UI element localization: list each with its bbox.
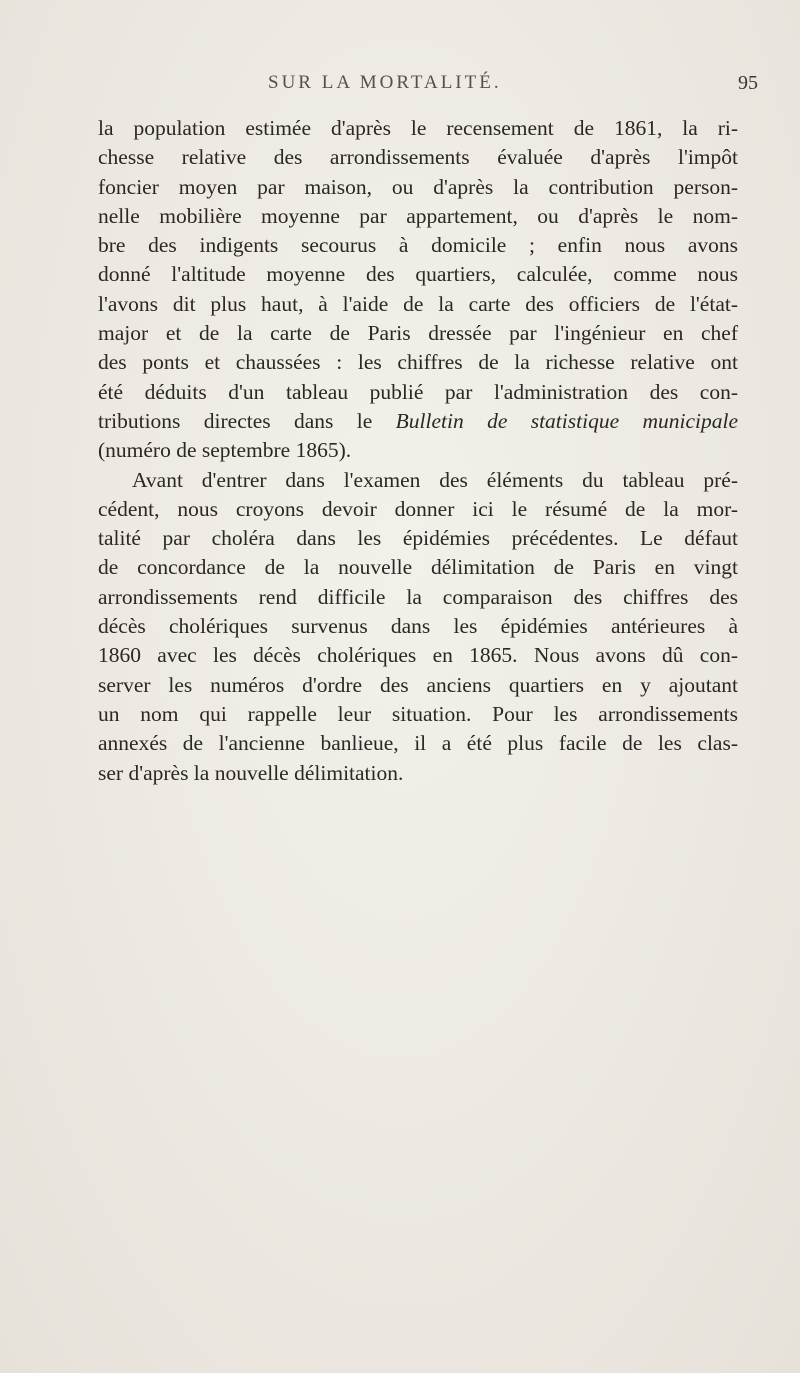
text-line: foncier moyen par maison, ou d'après la contribution person- — [98, 174, 738, 199]
text-line-with-italic — [98, 407, 738, 436]
text-line: un nom qui rappelle leur situation. Pour les arrondissements — [98, 701, 738, 726]
page-number: 95 — [738, 72, 758, 94]
text-line: server les numéros d'ordre des anciens quartiers en y ajoutant — [98, 672, 738, 697]
text-line: nelle mobilière moyenne par appartement, ou d'après le nom- — [98, 203, 738, 228]
text-line: la population estimée d'après le recensement de 1861, la ri- — [98, 116, 738, 140]
paragraph-2 — [98, 466, 738, 788]
text-line: talité par choléra dans les épidémies précédentes. Le défaut — [98, 526, 738, 551]
text-run: tributions directes dans le — [98, 408, 396, 433]
paragraph-1 — [98, 114, 738, 466]
text-line: cédent, nous croyons devoir donner ici le résumé de la mor- — [98, 496, 738, 521]
text-line: Avant d'entrer dans l'examen des éléments du tableau pré- — [132, 467, 738, 492]
text-line: donné l'altitude moyenne des quartiers, calculée, comme nous — [98, 262, 738, 287]
text-line: été déduits d'un tableau publié par l'administration des con- — [98, 379, 738, 404]
italic-title: Bulletin de statistique municipale — [395, 408, 738, 433]
text-line: chesse relative des arrondissements évaluée d'après l'impôt — [98, 145, 738, 170]
text-line: des ponts et chaussées : les chiffres de la richesse relative ont — [98, 350, 738, 375]
text-line: (numéro de septembre 1865). — [98, 438, 352, 463]
text-line: décès cholériques survenus dans les épidémies antérieures à — [98, 614, 738, 639]
running-head — [0, 72, 800, 102]
running-title: SUR LA MORTALITÉ. — [268, 72, 502, 93]
text-line: arrondissements rend difficile la comparaison des chiffres des — [98, 584, 738, 609]
text-line: de concordance de la nouvelle délimitation de Paris en vingt — [98, 555, 738, 580]
text-line: 1860 avec les décès cholériques en 1865. Nous avons dû con- — [98, 643, 738, 668]
text-line: ser d'après la nouvelle délimitation. — [98, 760, 404, 785]
body-text — [98, 114, 738, 788]
text-line: major et de la carte de Paris dressée par l'ingénieur en chef — [98, 321, 738, 346]
text-line: bre des indigents secourus à domicile ; enfin nous avons — [98, 233, 738, 258]
text-line: l'avons dit plus haut, à l'aide de la carte des officiers de l'état- — [98, 291, 738, 316]
text-line: annexés de l'ancienne banlieue, il a été plus facile de les clas- — [98, 731, 738, 756]
